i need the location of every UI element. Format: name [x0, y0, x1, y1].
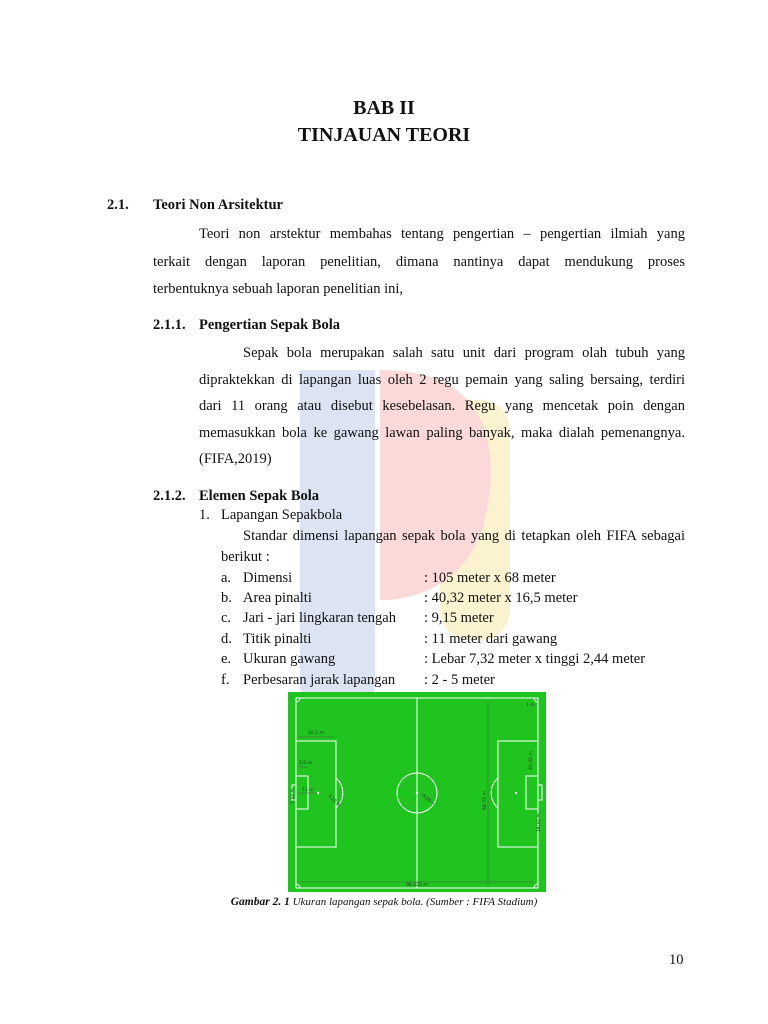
- dim-label: 90-120 m: [406, 883, 428, 888]
- paragraph-line: terkait dengan laporan penelitian, dimana nantinya dapat mendukung proses: [153, 254, 685, 270]
- list-item-title: Lapangan Sepakbola: [221, 507, 343, 523]
- spec-value: : 11 meter dari gawang: [424, 631, 558, 647]
- paragraph-line: dari 11 orang atau disebut kesebelasan. Regu yang mencetak poin dengan: [199, 398, 685, 414]
- section-title: Teori Non Arsitektur: [153, 197, 283, 213]
- dim-label: 68-75 m: [483, 791, 488, 810]
- figure-caption-label: Gambar 2. 1: [230, 896, 290, 908]
- dim-label: 1 m: [526, 703, 535, 708]
- paragraph-line: dipraktekkan di lapangan luas oleh 2 regu pemain yang saling bersaing, terdiri: [199, 372, 685, 388]
- spec-label: Titik pinalti: [243, 631, 312, 647]
- spec-label: Jari - jari lingkaran tengah: [243, 610, 396, 626]
- center-spot: [416, 792, 418, 794]
- dim-label: 11 m: [302, 788, 314, 793]
- dim-label: 18,32 m: [537, 813, 542, 832]
- paragraph-line: berikut :: [221, 549, 270, 565]
- spec-label: Dimensi: [243, 570, 293, 586]
- spec-label: Area pinalti: [243, 590, 312, 606]
- paragraph-line: (FIFA,2019): [199, 451, 272, 467]
- dim-label: 16,5 m: [308, 731, 324, 736]
- spec-letter: f.: [221, 672, 230, 688]
- spec-letter: c.: [221, 610, 232, 626]
- paragraph-line: memasukkan bola ke gawang lawan paling banyak, maka dialah pemenangnya.: [199, 425, 685, 441]
- spec-value: : 105 meter x 68 meter: [424, 570, 556, 586]
- dim-label: 7,32 m: [291, 788, 296, 804]
- spec-letter: d.: [221, 631, 232, 647]
- paragraph-line: Standar dimensi lapangan sepak bola yang di tetapkan oleh FIFA sebagai: [243, 528, 685, 544]
- figure-caption: [0, 896, 768, 908]
- figure-caption-text: Ukuran lapangan sepak bola. (Sumber : FIFA Stadium): [292, 896, 538, 908]
- football-field-diagram: [288, 692, 546, 892]
- dim-label: 9,15 m: [326, 793, 342, 809]
- dim-label: 40,32 m: [529, 751, 534, 770]
- chapter-label: BAB II: [353, 97, 415, 119]
- spec-value: : 40,32 meter x 16,5 meter: [424, 590, 578, 606]
- subsection-title: Elemen Sepak Bola: [199, 488, 320, 504]
- spec-label: Ukuran gawang: [243, 651, 336, 667]
- paragraph-line: Sepak bola merupakan salah satu unit dari program olah tubuh yang: [243, 345, 685, 361]
- subsection-title: Pengertian Sepak Bola: [199, 317, 340, 333]
- spec-letter: b.: [221, 590, 232, 606]
- spec-value: : 2 - 5 meter: [424, 672, 495, 688]
- paragraph-line: Teori non arstektur membahas tentang pengertian – pengertian ilmiah yang: [199, 226, 685, 242]
- spec-label: Perbesaran jarak lapangan: [243, 672, 396, 688]
- paragraph-line: terbentuknya sebuah laporan penelitian ini,: [153, 281, 404, 297]
- section-number: 2.1.: [107, 197, 129, 213]
- list-number: 1.: [199, 507, 210, 523]
- page-number: 10: [669, 952, 684, 968]
- right-penalty-spot: [515, 792, 517, 794]
- subsection-number: 2.1.2.: [153, 488, 186, 504]
- spec-value: : Lebar 7,32 meter x tinggi 2,44 meter: [424, 651, 646, 667]
- spec-letter: e.: [221, 651, 232, 667]
- chapter-title: TINJAUAN TEORI: [297, 124, 471, 146]
- subsection-number: 2.1.1.: [153, 317, 186, 333]
- spec-letter: a.: [221, 570, 232, 586]
- spec-value: : 9,15 meter: [424, 610, 494, 626]
- dim-label: 9,15: [420, 793, 432, 804]
- dim-label: 5,5 m: [299, 761, 312, 766]
